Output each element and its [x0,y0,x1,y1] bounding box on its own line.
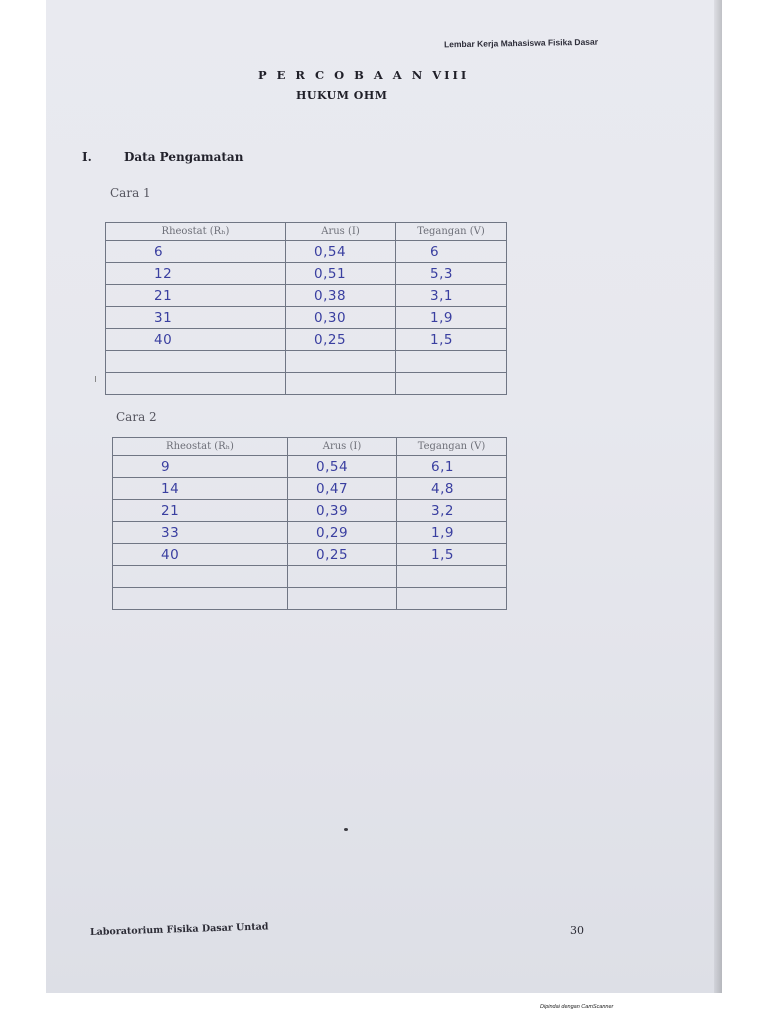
document-photo [46,0,722,993]
header-arus: Arus (I) [288,438,397,456]
cell-arus: 0,29 [288,522,397,544]
cell-rheostat: 33 [113,522,288,544]
cell-tegangan: 5,3 [396,263,507,285]
table-row [113,456,507,478]
table-row [113,522,507,544]
worksheet-header: Lembar Kerja Mahasiswa Fisika Dasar [443,36,599,50]
table-row [106,263,507,285]
table-row [106,307,507,329]
cell-rheostat: 40 [106,329,286,351]
cell-arus: 0,39 [288,500,397,522]
table-row-empty [113,588,507,610]
cell-arus: 0,47 [288,478,397,500]
header-rheostat: Rheostat (Rₕ) [106,223,286,241]
cell-rheostat: 21 [113,500,288,522]
cell-rheostat: 40 [113,544,288,566]
pen-mark [95,376,96,382]
cell-arus: 0,25 [286,329,396,351]
cell-tegangan: 6,1 [397,456,507,478]
table-row-empty [106,373,507,395]
cell-rheostat: 31 [106,307,286,329]
paper-edge-shadow [714,0,722,993]
cell-tegangan: 1,5 [396,329,507,351]
cell-arus: 0,51 [286,263,396,285]
cell-arus: 0,54 [288,456,397,478]
page-number: 30 [570,924,584,937]
footer-lab-name: Laboratorium Fisika Dasar Untad [89,921,269,938]
cell-rheostat: 14 [113,478,288,500]
cell-tegangan: 6 [396,241,507,263]
section-title: Data Pengamatan [124,150,244,164]
table-row [106,329,507,351]
cell-arus: 0,54 [286,241,396,263]
paper-sheet [46,0,722,993]
header-rheostat: Rheostat (Rₕ) [113,438,288,456]
experiment-subtitle: HUKUM OHM [296,89,388,102]
cell-rheostat: 21 [106,285,286,307]
table-row [113,500,507,522]
cara2-table [112,437,507,610]
cell-tegangan: 3,1 [396,285,507,307]
table-header-row [113,438,507,456]
cara1-label: Cara 1 [110,186,151,200]
cell-tegangan: 1,9 [397,522,507,544]
paper-speck [344,828,348,831]
scanner-watermark: Dipindai dengan CamScanner [540,1004,614,1010]
header-arus: Arus (I) [286,223,396,241]
cell-tegangan: 4,8 [397,478,507,500]
experiment-title: P E R C O B A A N VIII [258,68,470,82]
cell-tegangan: 1,9 [396,307,507,329]
cara1-table [105,222,507,395]
cell-rheostat: 12 [106,263,286,285]
header-tegangan: Tegangan (V) [397,438,507,456]
table-header-row [106,223,507,241]
cell-arus: 0,25 [288,544,397,566]
cell-tegangan: 1,5 [397,544,507,566]
header-tegangan: Tegangan (V) [396,223,507,241]
table-row [106,285,507,307]
cell-tegangan: 3,2 [397,500,507,522]
cell-arus: 0,38 [286,285,396,307]
table-row-empty [113,566,507,588]
cara2-label: Cara 2 [116,410,157,424]
table-row [113,478,507,500]
table-row-empty [106,351,507,373]
table-row [106,241,507,263]
cell-rheostat: 6 [106,241,286,263]
table-row [113,544,507,566]
section-number: I. [82,150,92,164]
cell-arus: 0,30 [286,307,396,329]
cell-rheostat: 9 [113,456,288,478]
